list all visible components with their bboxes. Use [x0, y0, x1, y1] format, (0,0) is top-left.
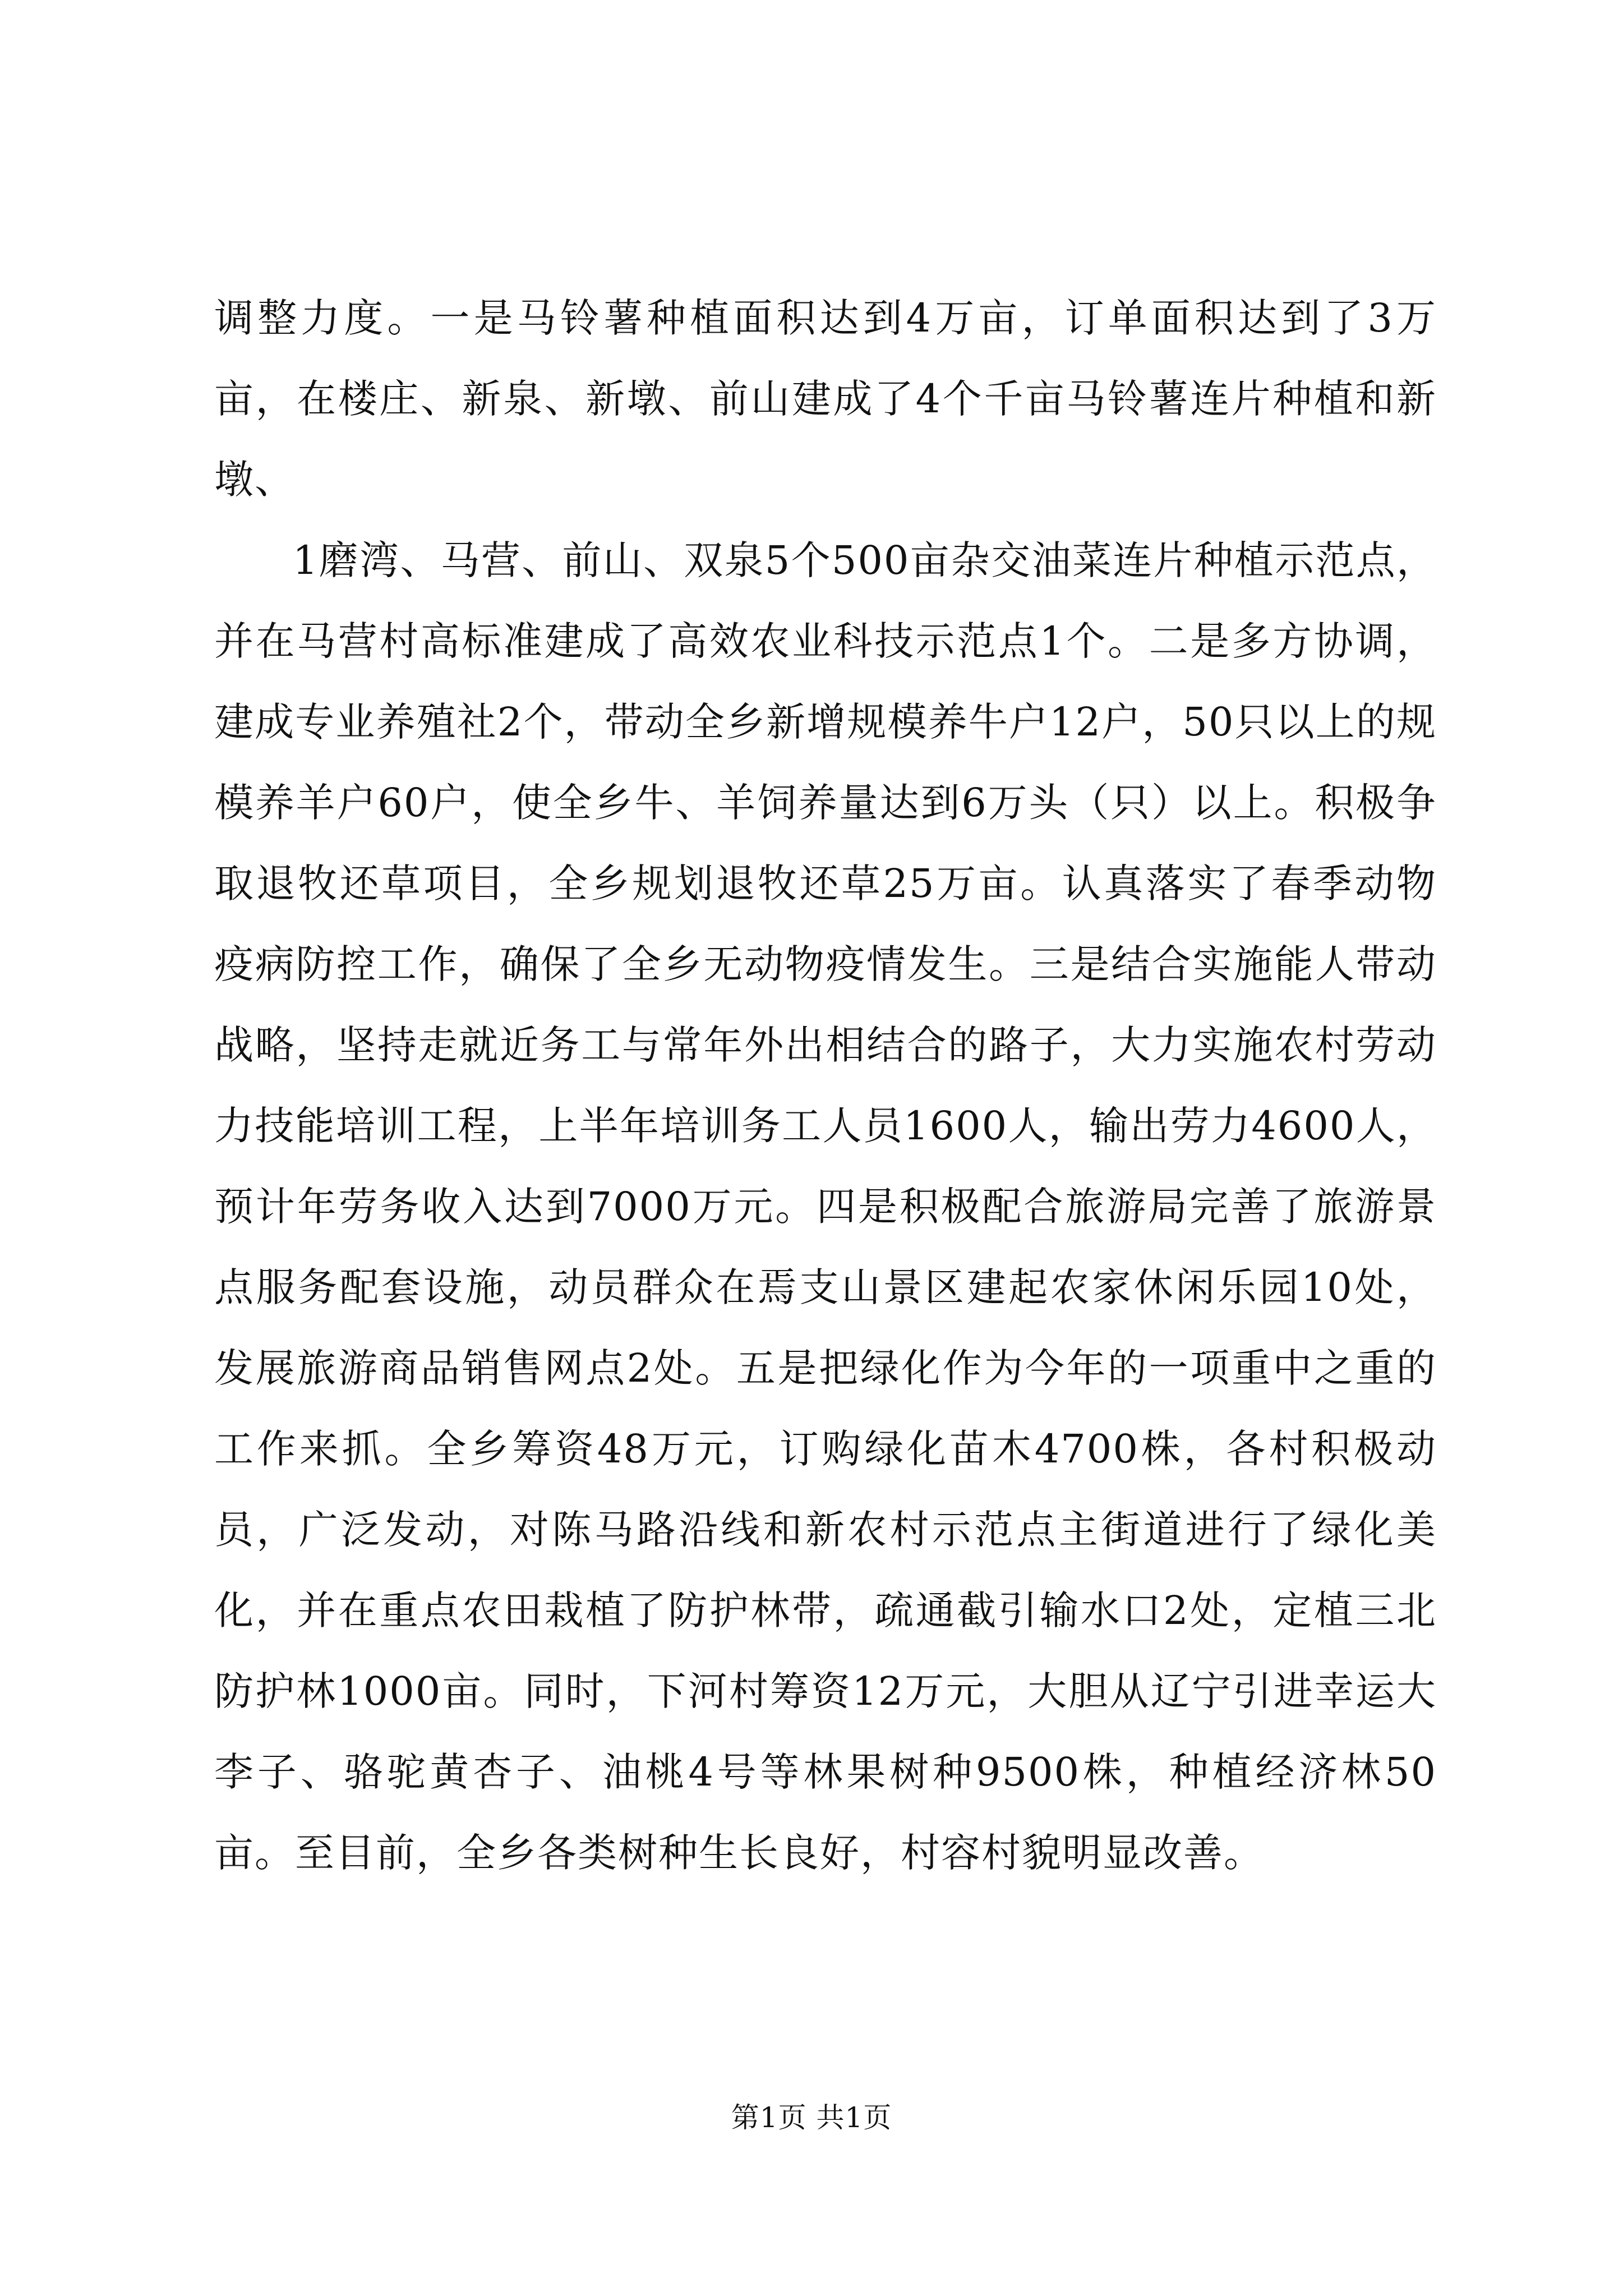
paragraph-2: 1磨湾、马营、前山、双泉5个500亩杂交油菜连片种植示范点，并在马营村高标准建成了高效农业科技示范点1个。二是多方协调，建成专业养殖社2个，带动全乡新增规模养牛户12户，50只以上的规模养羊户60户，使全乡牛、羊饲养量达到6万头（只）以上。积极争取退牧还草项目，全乡规划退牧还草25万亩。认真落实了春季动物疫病防控工作，确保了全乡无动物疫情发生。三是结合实施能人带动战略，坚持走就近务工与常年外出相结合的路子，大力实施农村劳动力技能培训工程，上半年培训务工人员1600人，输出劳力4600人，预计年劳务收入达到7000万元。四是积极配合旅游局完善了旅游景点服务配套设施，动员群众在焉支山景区建起农家休闲乐园10处，发展旅游商品销售网点2处。五是把绿化作为今年的一项重中之重的工作来抓。全乡筹资48万元，订购绿化苗木4700株，各村积极动员，广泛发动，对陈马路沿线和新农村示范点主街道进行了绿化美化，并在重点农田栽植了防护林带，疏通截引输水口2处，定植三北防护林1000亩。同时，下河村筹资12万元，大胆从辽宁引进幸运大李子、骆驼黄杏子、油桃4号等林果树种9500株，种植经济林50亩。至目前，全乡各类树种生长良好，村容村貌明显改善。 — [214, 537, 1437, 1876]
document-body — [214, 278, 1437, 1893]
page-number-footer: 第1页 共1页 — [731, 2101, 892, 2134]
paragraph-1: 调整力度。一是马铃薯种植面积达到4万亩，订单面积达到了3万亩，在楼庄、新泉、新墩、前山建成了4个千亩马铃薯连片种植和新墩、 — [214, 295, 1437, 503]
